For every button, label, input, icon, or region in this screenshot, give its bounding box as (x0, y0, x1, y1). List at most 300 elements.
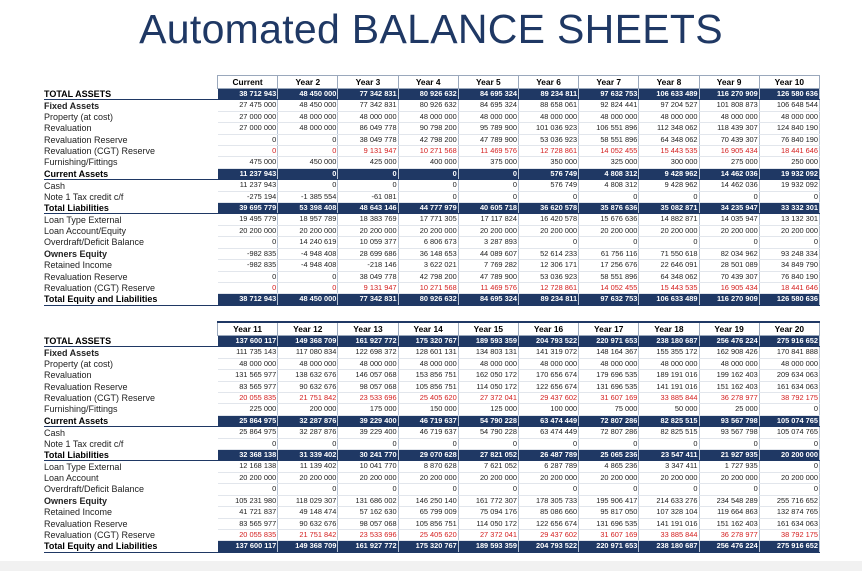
table-row (44, 450, 820, 461)
value-cell: 47 789 900 (458, 134, 518, 145)
value-cell: 0 (759, 404, 819, 415)
value-cell: 20 200 000 (398, 225, 458, 236)
row-label: Current Assets (44, 168, 218, 179)
value-cell: 20 055 835 (218, 393, 278, 404)
value-cell: 256 476 224 (699, 336, 759, 347)
table-row (44, 518, 820, 529)
value-cell: 80 926 632 (398, 89, 458, 100)
value-cell: 50 000 (639, 404, 699, 415)
value-cell: 3 622 021 (398, 260, 458, 271)
header-spacer (44, 322, 218, 336)
value-cell: -982 835 (218, 260, 278, 271)
value-cell: 95 789 900 (458, 123, 518, 134)
value-cell: 225 000 (218, 404, 278, 415)
value-cell: 20 200 000 (338, 472, 398, 483)
value-cell: 93 567 798 (699, 427, 759, 438)
table-row (44, 111, 820, 122)
value-cell: 48 000 000 (278, 358, 338, 369)
value-cell: 20 200 000 (759, 225, 819, 236)
value-cell: 36 148 653 (398, 248, 458, 259)
value-cell: 46 719 637 (398, 415, 458, 426)
value-cell: 151 162 403 (699, 518, 759, 529)
value-cell: 89 234 811 (518, 89, 578, 100)
value-cell: 0 (218, 484, 278, 495)
table-row (44, 347, 820, 358)
value-cell: 199 162 403 (699, 370, 759, 381)
value-cell: 48 450 000 (278, 100, 338, 111)
table-row (44, 180, 820, 191)
value-cell: 325 000 (579, 157, 639, 168)
value-cell: 76 840 190 (759, 134, 819, 145)
value-cell: 11 469 576 (458, 282, 518, 293)
value-cell: 20 200 000 (639, 225, 699, 236)
value-cell: 11 237 943 (218, 168, 278, 179)
value-cell: 41 721 837 (218, 507, 278, 518)
value-cell: 105 856 751 (398, 381, 458, 392)
value-cell: 44 777 979 (398, 203, 458, 214)
value-cell: 35 876 636 (579, 203, 639, 214)
value-cell: 7 621 052 (458, 461, 518, 472)
value-cell: 25 405 620 (398, 393, 458, 404)
value-cell: 0 (579, 237, 639, 248)
value-cell: 95 817 050 (579, 507, 639, 518)
value-cell: 131 686 002 (338, 495, 398, 506)
value-cell: 112 348 062 (639, 123, 699, 134)
value-cell: 36 278 977 (699, 529, 759, 540)
table-row (44, 89, 820, 100)
value-cell: 162 908 426 (699, 347, 759, 358)
value-cell: 84 695 324 (458, 89, 518, 100)
value-cell: 132 874 765 (759, 507, 819, 518)
column-header: Year 3 (338, 76, 398, 89)
table-row (44, 146, 820, 157)
value-cell: 0 (579, 484, 639, 495)
value-cell: -1 385 554 (278, 191, 338, 202)
table-row (44, 271, 820, 282)
value-cell: 16 905 434 (699, 146, 759, 157)
value-cell: 0 (458, 438, 518, 449)
value-cell: 6 287 789 (518, 461, 578, 472)
value-cell: 86 049 778 (338, 123, 398, 134)
column-header: Year 2 (278, 76, 338, 89)
value-cell: 141 191 016 (639, 518, 699, 529)
value-cell: 20 200 000 (639, 472, 699, 483)
value-cell: 27 000 000 (218, 111, 278, 122)
value-cell: 126 580 636 (759, 294, 819, 305)
value-cell: 256 476 224 (699, 541, 759, 552)
value-cell: 0 (759, 461, 819, 472)
value-cell: 0 (579, 191, 639, 202)
value-cell: 27 475 000 (218, 100, 278, 111)
value-cell: 47 789 900 (458, 271, 518, 282)
value-cell: 0 (278, 180, 338, 191)
value-cell: 3 287 893 (458, 237, 518, 248)
value-cell: 6 806 673 (398, 237, 458, 248)
value-cell: 141 319 072 (518, 347, 578, 358)
value-cell: 0 (398, 168, 458, 179)
value-cell: 16 420 578 (518, 214, 578, 225)
value-cell: 97 632 753 (579, 89, 639, 100)
value-cell: 83 565 977 (218, 381, 278, 392)
value-cell: 131 565 977 (218, 370, 278, 381)
row-label: Revaluation (44, 370, 92, 381)
value-cell: 576 749 (518, 168, 578, 179)
value-cell: 0 (278, 168, 338, 179)
value-cell: 48 000 000 (639, 111, 699, 122)
value-cell: 204 793 522 (518, 336, 578, 347)
value-cell: 10 271 568 (398, 146, 458, 157)
value-cell: 106 633 489 (639, 89, 699, 100)
value-cell: 10 041 770 (338, 461, 398, 472)
value-cell: 1 727 935 (699, 461, 759, 472)
value-cell: 29 437 602 (518, 393, 578, 404)
value-cell: 7 769 282 (458, 260, 518, 271)
value-cell: 48 000 000 (579, 358, 639, 369)
value-cell: 122 656 674 (518, 518, 578, 529)
table-row (44, 427, 820, 438)
row-label: Total Equity and Liabilities (44, 541, 218, 552)
value-cell: 20 200 000 (759, 472, 819, 483)
value-cell: 0 (518, 191, 578, 202)
value-cell: 195 906 417 (579, 495, 639, 506)
value-cell: 119 664 863 (699, 507, 759, 518)
value-cell: 9 131 947 (338, 146, 398, 157)
value-cell: 149 368 709 (278, 541, 338, 552)
table-row (44, 358, 820, 369)
row-label: TOTAL ASSETS (44, 89, 218, 100)
value-cell: -275 194 (218, 191, 278, 202)
value-cell: 48 000 000 (699, 358, 759, 369)
column-header: Year 4 (398, 76, 458, 89)
value-cell: 122 698 372 (338, 347, 398, 358)
value-cell: 300 000 (639, 157, 699, 168)
value-cell: 48 000 000 (278, 123, 338, 134)
value-cell: 118 439 307 (699, 123, 759, 134)
value-cell: 28 501 089 (699, 260, 759, 271)
value-cell: 118 029 307 (278, 495, 338, 506)
value-cell: 35 082 871 (639, 203, 699, 214)
value-cell: 75 094 176 (458, 507, 518, 518)
row-label: Total Equity and Liabilities (44, 294, 218, 305)
table-row (44, 123, 820, 134)
value-cell: 48 000 000 (398, 111, 458, 122)
row-label: Cash (44, 427, 66, 438)
value-cell: 11 237 943 (218, 180, 278, 191)
value-cell: 14 240 619 (278, 237, 338, 248)
value-cell: 70 439 307 (699, 134, 759, 145)
bottom-strip (0, 561, 862, 571)
value-cell: 20 200 000 (518, 472, 578, 483)
value-cell: 88 658 061 (518, 100, 578, 111)
value-cell: 76 840 190 (759, 271, 819, 282)
value-cell: 40 605 718 (458, 203, 518, 214)
value-cell: 0 (458, 191, 518, 202)
value-cell: 21 927 935 (699, 450, 759, 461)
value-cell: 20 200 000 (218, 225, 278, 236)
value-cell: 189 593 359 (458, 541, 518, 552)
value-cell: 0 (759, 237, 819, 248)
value-cell: 0 (639, 191, 699, 202)
value-cell: 475 000 (218, 157, 278, 168)
column-header: Year 6 (518, 76, 578, 89)
value-cell: 30 241 770 (338, 450, 398, 461)
value-cell: 425 000 (338, 157, 398, 168)
value-cell: 0 (338, 180, 398, 191)
value-cell: 36 278 977 (699, 393, 759, 404)
value-cell: 48 000 000 (458, 358, 518, 369)
table-row (44, 100, 820, 111)
row-label: Overdraft/Deficit Balance (44, 484, 145, 495)
value-cell: 214 633 276 (639, 495, 699, 506)
table-row (44, 225, 820, 236)
value-cell: 20 200 000 (218, 472, 278, 483)
table-row (44, 461, 820, 472)
value-cell: 38 792 175 (759, 529, 819, 540)
value-cell: 400 000 (398, 157, 458, 168)
value-cell: 10 271 568 (398, 282, 458, 293)
row-label: Current Assets (44, 415, 218, 426)
value-cell: 33 332 301 (759, 203, 819, 214)
value-cell: 14 035 947 (699, 214, 759, 225)
value-cell: 150 000 (398, 404, 458, 415)
value-cell: 0 (458, 180, 518, 191)
column-header: Year 7 (579, 76, 639, 89)
value-cell: 98 057 068 (338, 518, 398, 529)
value-cell: 54 790 228 (458, 415, 518, 426)
column-header: Year 13 (338, 322, 398, 336)
value-cell: 18 957 789 (278, 214, 338, 225)
value-cell: 0 (218, 438, 278, 449)
value-cell: 72 807 286 (579, 427, 639, 438)
value-cell: 105 856 751 (398, 518, 458, 529)
value-cell: 0 (458, 484, 518, 495)
value-cell: 126 580 636 (759, 89, 819, 100)
value-cell: 48 000 000 (518, 358, 578, 369)
value-cell: 20 055 835 (218, 529, 278, 540)
row-label: Loan Type External (44, 461, 122, 472)
value-cell: 0 (398, 438, 458, 449)
column-header: Year 18 (639, 322, 699, 336)
value-cell: 11 139 402 (278, 461, 338, 472)
value-cell: 82 825 515 (639, 427, 699, 438)
value-cell: 161 634 063 (759, 381, 819, 392)
value-cell: 20 200 000 (699, 225, 759, 236)
value-cell: 178 305 733 (518, 495, 578, 506)
value-cell: 0 (518, 484, 578, 495)
value-cell: 0 (699, 191, 759, 202)
value-cell: 17 771 305 (398, 214, 458, 225)
value-cell: 161 634 063 (759, 518, 819, 529)
value-cell: -61 081 (338, 191, 398, 202)
table-row (44, 404, 820, 415)
value-cell: 25 405 620 (398, 529, 458, 540)
value-cell: 116 270 909 (699, 89, 759, 100)
value-cell: 0 (398, 180, 458, 191)
value-cell: 0 (639, 484, 699, 495)
value-cell: 15 676 636 (579, 214, 639, 225)
value-cell: 15 443 535 (639, 146, 699, 157)
value-cell: 134 803 131 (458, 347, 518, 358)
value-cell: 23 533 696 (338, 393, 398, 404)
value-cell: 16 905 434 (699, 282, 759, 293)
value-cell: 175 000 (338, 404, 398, 415)
value-cell: 42 798 200 (398, 134, 458, 145)
table-row (44, 484, 820, 495)
column-header: Year 14 (398, 322, 458, 336)
value-cell: 27 372 041 (458, 393, 518, 404)
value-cell: 161 927 772 (338, 336, 398, 347)
value-cell: 31 607 169 (579, 393, 639, 404)
value-cell: 114 050 172 (458, 518, 518, 529)
value-cell: 4 808 312 (579, 168, 639, 179)
table-row (44, 336, 820, 347)
value-cell: 189 191 016 (639, 370, 699, 381)
value-cell: 33 885 844 (639, 529, 699, 540)
table-row (44, 282, 820, 293)
column-header: Year 16 (518, 322, 578, 336)
row-label: Owners Equity (44, 495, 108, 506)
value-cell: 0 (699, 438, 759, 449)
row-label: Furnishing/Fittings (44, 404, 118, 415)
value-cell: 0 (218, 134, 278, 145)
column-header: Year 5 (458, 76, 518, 89)
value-cell: 97 632 753 (579, 294, 639, 305)
value-cell: 151 162 403 (699, 381, 759, 392)
value-cell: 25 065 236 (579, 450, 639, 461)
value-cell: 20 200 000 (518, 225, 578, 236)
value-cell: 85 086 660 (518, 507, 578, 518)
value-cell: 20 200 000 (579, 472, 639, 483)
value-cell: 63 474 449 (518, 427, 578, 438)
value-cell: 122 656 674 (518, 381, 578, 392)
row-label: Fixed Assets (44, 347, 100, 358)
column-header: Year 10 (759, 76, 819, 89)
value-cell: 83 565 977 (218, 518, 278, 529)
value-cell: -218 146 (338, 260, 398, 271)
value-cell: 106 633 489 (639, 294, 699, 305)
value-cell: 238 180 687 (639, 541, 699, 552)
value-cell: 82 034 962 (699, 248, 759, 259)
value-cell: 13 132 301 (759, 214, 819, 225)
value-cell: 20 200 000 (579, 225, 639, 236)
column-header: Year 19 (699, 322, 759, 336)
header-row (44, 76, 820, 89)
value-cell: 155 355 172 (639, 347, 699, 358)
value-cell: -4 948 408 (278, 260, 338, 271)
column-header: Year 17 (579, 322, 639, 336)
value-cell: 234 548 289 (699, 495, 759, 506)
value-cell: 209 634 063 (759, 370, 819, 381)
value-cell: 17 117 824 (458, 214, 518, 225)
value-cell: 63 474 449 (518, 415, 578, 426)
value-cell: 101 808 873 (699, 100, 759, 111)
value-cell: 70 439 307 (699, 271, 759, 282)
value-cell: 53 036 923 (518, 134, 578, 145)
value-cell: 25 864 975 (218, 415, 278, 426)
value-cell: 27 372 041 (458, 529, 518, 540)
value-cell: 106 551 896 (579, 123, 639, 134)
value-cell: 26 487 789 (518, 450, 578, 461)
value-cell: 20 200 000 (759, 450, 819, 461)
value-cell: 275 916 652 (759, 336, 819, 347)
value-cell: 84 695 324 (458, 294, 518, 305)
column-header: Year 20 (759, 322, 819, 336)
value-cell: 34 849 790 (759, 260, 819, 271)
value-cell: 48 643 146 (338, 203, 398, 214)
value-cell: 19 495 779 (218, 214, 278, 225)
value-cell: 53 398 408 (278, 203, 338, 214)
value-cell: 137 600 117 (218, 541, 278, 552)
value-cell: 48 000 000 (458, 111, 518, 122)
row-label: Revaluation (CGT) Reserve (44, 146, 156, 157)
value-cell: 128 601 131 (398, 347, 458, 358)
row-label: Retained Income (44, 507, 113, 518)
row-label: Loan Account/Equity (44, 225, 127, 236)
value-cell: 9 131 947 (338, 282, 398, 293)
value-cell: 89 234 811 (518, 294, 578, 305)
row-label: Revaluation (CGT) Reserve (44, 282, 156, 293)
table-row (44, 157, 820, 168)
balance-sheet-table-1 (44, 75, 820, 306)
value-cell: 20 200 000 (458, 472, 518, 483)
value-cell: 92 824 441 (579, 100, 639, 111)
value-cell: 19 932 092 (759, 180, 819, 191)
table-row (44, 393, 820, 404)
value-cell: 189 593 359 (458, 336, 518, 347)
value-cell: 65 799 009 (398, 507, 458, 518)
value-cell: 38 712 943 (218, 89, 278, 100)
table-row (44, 134, 820, 145)
value-cell: 20 200 000 (338, 225, 398, 236)
value-cell: 53 036 923 (518, 271, 578, 282)
value-cell: 31 339 402 (278, 450, 338, 461)
value-cell: 32 287 876 (278, 415, 338, 426)
table-row (44, 260, 820, 271)
value-cell: 255 716 652 (759, 495, 819, 506)
value-cell: 20 200 000 (278, 472, 338, 483)
value-cell: 48 000 000 (759, 358, 819, 369)
row-label: Revaluation (44, 123, 92, 134)
value-cell: 0 (278, 271, 338, 282)
table-row (44, 472, 820, 483)
value-cell: 48 000 000 (639, 358, 699, 369)
value-cell: 38 049 778 (338, 134, 398, 145)
value-cell: 33 885 844 (639, 393, 699, 404)
row-label: Property (at cost) (44, 358, 114, 369)
value-cell: 29 070 628 (398, 450, 458, 461)
value-cell: 0 (398, 484, 458, 495)
value-cell: 64 348 062 (639, 134, 699, 145)
value-cell: 0 (218, 271, 278, 282)
value-cell: 77 342 831 (338, 100, 398, 111)
value-cell: 116 270 909 (699, 294, 759, 305)
balance-sheet-table-2 (44, 321, 820, 553)
value-cell: 23 533 696 (338, 529, 398, 540)
row-label: Furnishing/Fittings (44, 157, 118, 168)
header-spacer (44, 76, 218, 89)
value-cell: 138 632 676 (278, 370, 338, 381)
value-cell: 48 000 000 (218, 358, 278, 369)
value-cell: 170 656 674 (518, 370, 578, 381)
value-cell: 20 200 000 (458, 225, 518, 236)
value-cell: 275 000 (699, 157, 759, 168)
value-cell: 250 000 (759, 157, 819, 168)
value-cell: 80 926 632 (398, 100, 458, 111)
value-cell: 111 735 143 (218, 347, 278, 358)
row-label: Revaluation Reserve (44, 381, 128, 392)
value-cell: 4 865 236 (579, 461, 639, 472)
value-cell: 39 229 400 (338, 415, 398, 426)
